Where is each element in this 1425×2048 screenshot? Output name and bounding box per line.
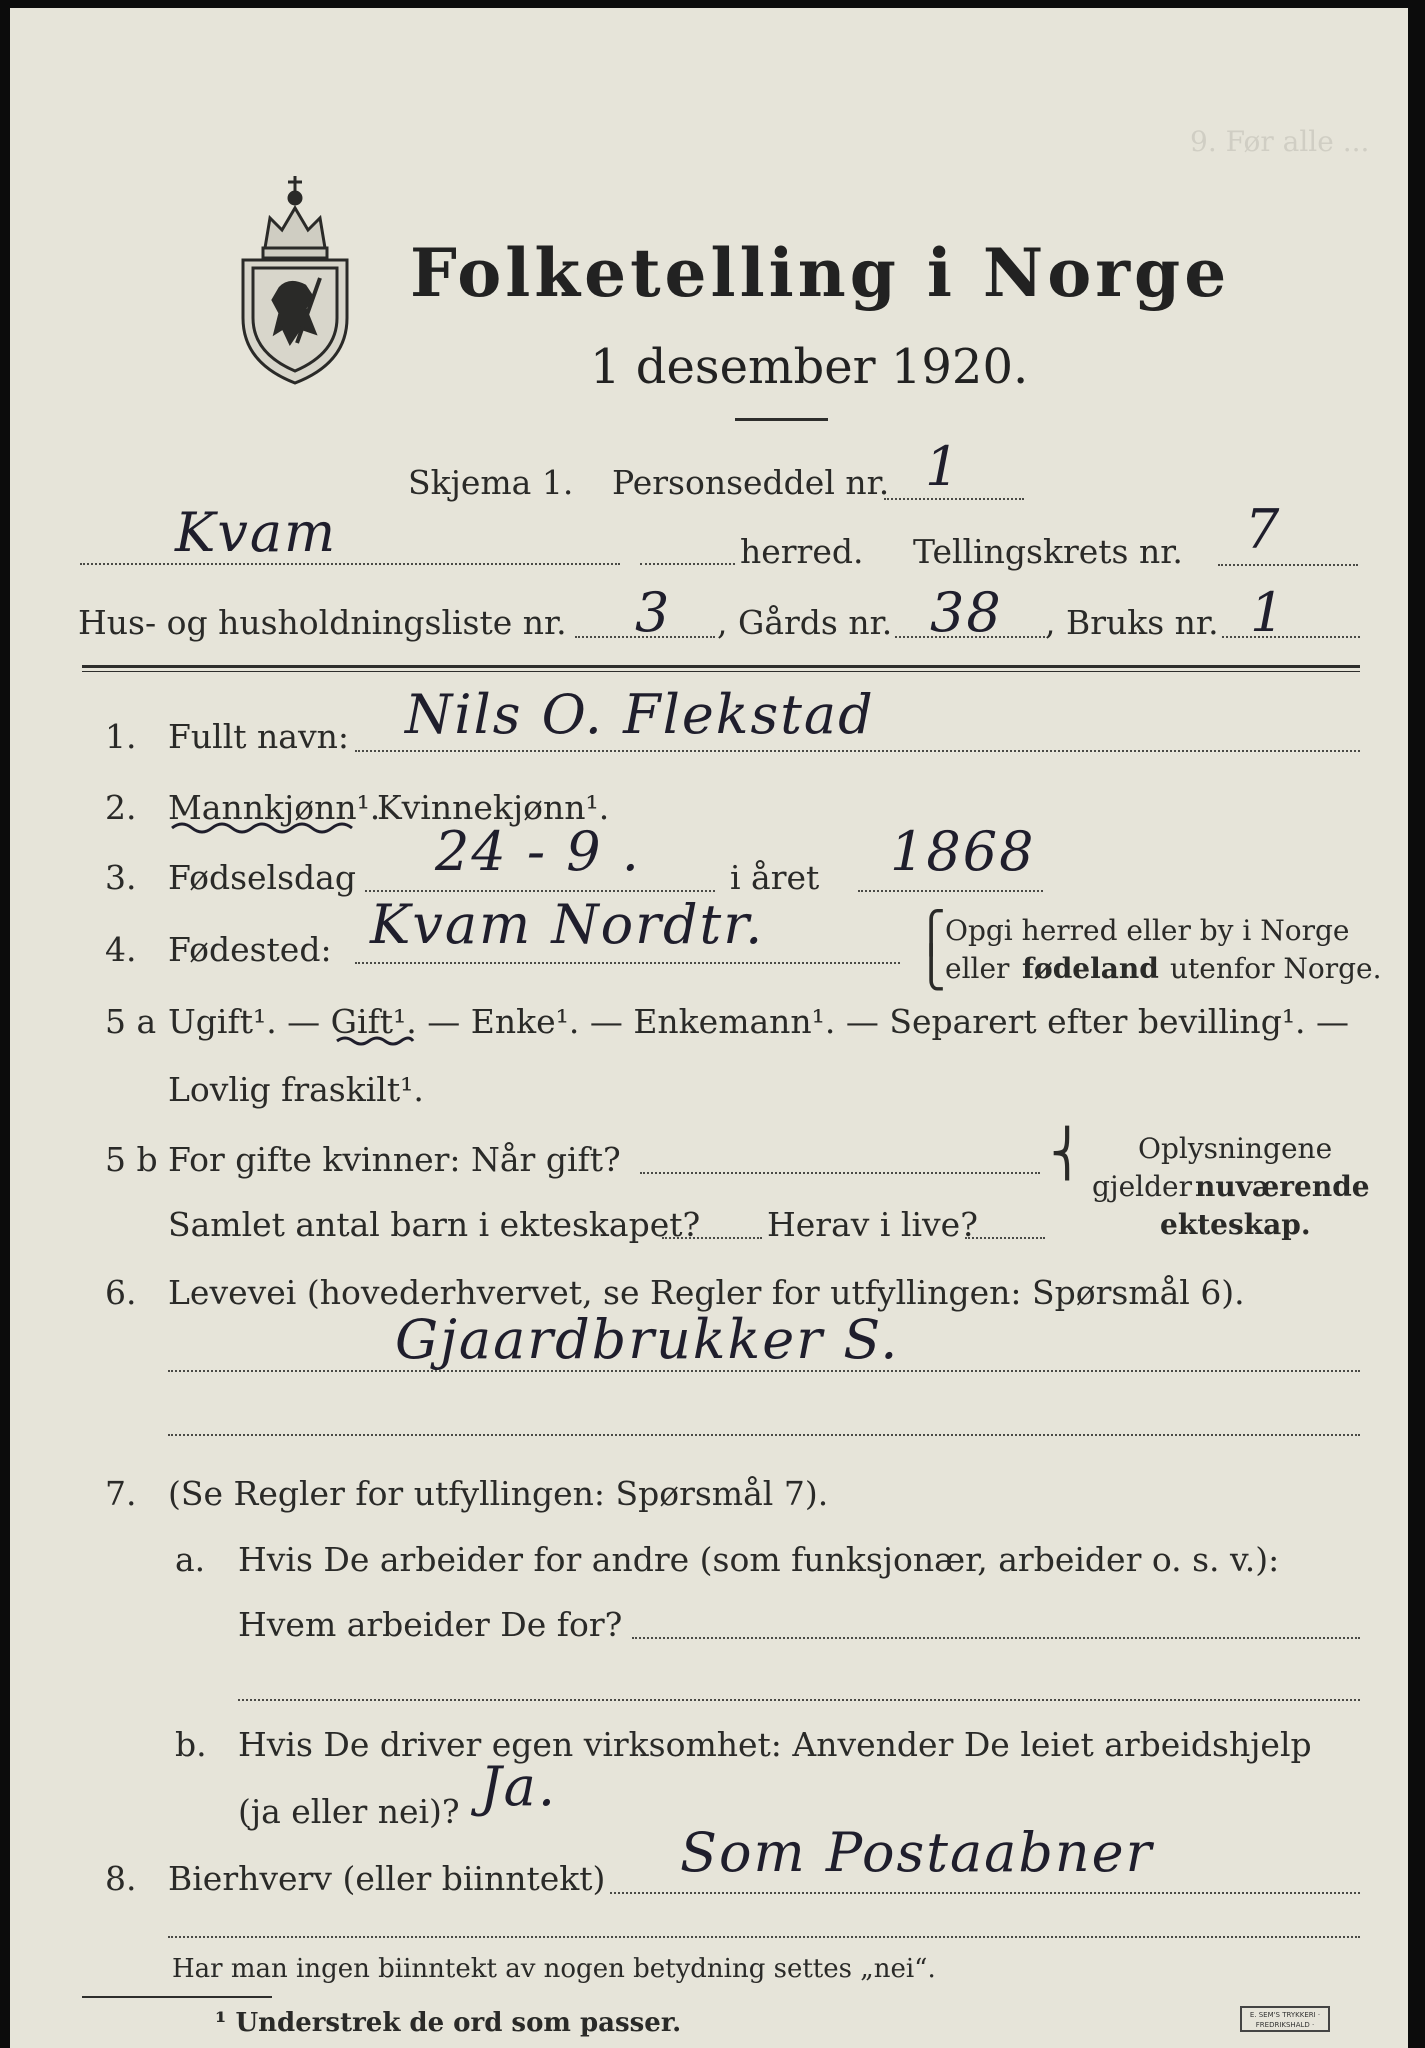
q5a-options-line2: Lovlig fraskilt¹. — [168, 1070, 424, 1109]
personseddel-label: Personseddel nr. — [612, 463, 890, 502]
footnote-rule — [82, 1996, 272, 1998]
q6-number: 6. — [105, 1273, 137, 1312]
q6-label: Levevei (hovederhvervet, se Regler for utfyllingen: Spørsmål 6). — [168, 1273, 1245, 1312]
herred-value[interactable]: Kvam — [175, 501, 338, 564]
q8-field-line — [610, 1892, 1360, 1894]
q8-value[interactable]: Som Postaabner — [680, 1821, 1154, 1884]
q5a-gift-underline-mark — [335, 1035, 415, 1047]
q2-label-female: Kvinnekjønn¹. — [377, 788, 610, 827]
q5b-alive-field-line — [965, 1237, 1045, 1239]
q4-note-line1: Opgi herred eller by i Norge — [945, 914, 1350, 947]
gards-label: , Gårds nr. — [717, 603, 893, 642]
q5b-note-brace: ⎨ — [1050, 1126, 1085, 1180]
printer-stamp: E. SEM'S TRYKKERI · FREDRIKSHALD · — [1240, 2006, 1330, 2032]
personseddel-value[interactable]: 1 — [925, 435, 962, 498]
q5b-alive-label: Herav i live? — [767, 1205, 978, 1244]
q7a-letter: a. — [175, 1540, 206, 1579]
q8-label: Bierhverv (eller biinntekt) — [168, 1859, 606, 1898]
q5b-label: For gifte kvinner: Når gift? — [168, 1140, 621, 1179]
q3-year-field-line — [858, 890, 1043, 892]
q2-number: 2. — [105, 788, 137, 827]
q8-number: 8. — [105, 1859, 137, 1898]
q3-field-line — [365, 890, 715, 892]
herred-label: herred. — [740, 532, 864, 571]
q7a-label: Hvis De arbeider for andre (som funksjonær, arbeider o. s. v.): — [238, 1540, 1280, 1579]
herred-field-line-2 — [640, 563, 735, 565]
footnote: Har man ingen biinntekt av nogen betydning settes „nei“. — [172, 1954, 936, 1984]
q5b-number: 5 b — [105, 1140, 158, 1179]
q4-number: 4. — [105, 930, 137, 969]
q7a-field-line-2 — [238, 1699, 1360, 1701]
schema-label: Skjema 1. — [408, 463, 574, 502]
q3-year-label: i året — [730, 858, 820, 897]
q6-field-line-2 — [168, 1434, 1360, 1436]
q1-number: 1. — [105, 717, 137, 756]
header-rule — [82, 665, 1360, 668]
q4-note-line2c: utenfor Norge. — [1170, 952, 1382, 985]
q4-value[interactable]: Kvam Nordtr. — [370, 893, 765, 956]
tellingskrets-field-line — [1218, 564, 1358, 566]
tellingskrets-value[interactable]: 7 — [1245, 498, 1282, 561]
q5a-options: Ugift¹. — Gift¹. — Enke¹. — Enkemann¹. — Separert efter bevilling¹. — — [168, 1002, 1350, 1041]
bottom-cut-footnote: ¹ Understrek de ord som passer. — [215, 2008, 682, 2038]
q2-male-underline-mark — [170, 820, 370, 834]
q6-value[interactable]: Gjaardbrukker S. — [395, 1308, 900, 1371]
q7b-value[interactable]: Ja. — [480, 1755, 558, 1818]
bruks-field-line — [1222, 636, 1360, 638]
q4-label: Fødested: — [168, 930, 332, 969]
q5b-children-label: Samlet antal barn i ekteskapet? — [168, 1205, 701, 1244]
hus-label: Hus- og husholdningsliste nr. — [78, 603, 567, 642]
herred-field-line — [80, 563, 620, 565]
q1-value[interactable]: Nils O. Flekstad — [405, 683, 875, 746]
hus-value[interactable]: 3 — [635, 581, 672, 644]
q7a-label-line2: Hvem arbeider De for? — [238, 1605, 623, 1644]
census-form-page — [10, 8, 1408, 2048]
q4-field-line — [355, 962, 900, 964]
q7a-field-line — [632, 1637, 1360, 1639]
q3-year-value[interactable]: 1868 — [890, 820, 1036, 883]
q5b-note-line3: ekteskap. — [1160, 1208, 1311, 1241]
q8-field-line-2 — [168, 1936, 1360, 1938]
q3-value[interactable]: 24 - 9 . — [435, 820, 641, 883]
q5b-note-line2a: gjelder — [1092, 1170, 1193, 1203]
q3-label: Fødselsdag — [168, 858, 356, 897]
q5a-number: 5 a — [105, 1002, 157, 1041]
q4-note-line2b: fødeland — [1022, 952, 1159, 985]
q4-note-brace: ⎧ — [916, 910, 946, 956]
q1-label: Fullt navn: — [168, 717, 349, 756]
q4-note-brace-lower: ⎩ — [916, 945, 946, 991]
q5b-note-line1: Oplysningene — [1138, 1132, 1333, 1165]
q3-number: 3. — [105, 858, 137, 897]
header-rule-thin — [82, 671, 1360, 672]
title-divider — [735, 418, 828, 421]
q5b-children-field-line — [662, 1237, 762, 1239]
q7-label: (Se Regler for utfyllingen: Spørsmål 7). — [168, 1474, 829, 1513]
gards-value[interactable]: 38 — [930, 581, 1003, 644]
norwegian-coat-of-arms-icon — [235, 168, 355, 388]
q7-number: 7. — [105, 1474, 137, 1513]
q5b-note-line2b: nuværende — [1195, 1170, 1370, 1203]
q7b-letter: b. — [175, 1725, 207, 1764]
tellingskrets-label: Tellingskrets nr. — [913, 532, 1183, 571]
q4-note-line2a: eller — [945, 952, 1010, 985]
bruks-label: , Bruks nr. — [1045, 603, 1219, 642]
form-title: Folketelling i Norge — [410, 234, 1231, 312]
bruks-value[interactable]: 1 — [1250, 581, 1287, 644]
census-date: 1 desember 1920. — [590, 339, 1029, 395]
q2-label-male: Mannkjønn¹. — [168, 788, 381, 827]
personseddel-field-line — [884, 498, 1024, 500]
bleed-through-text: 9. Før alle ... — [1190, 125, 1370, 158]
q1-field-line — [355, 750, 1360, 752]
q7b-label-line2: (ja eller nei)? — [238, 1792, 460, 1831]
q5b-married-field-line — [640, 1172, 1040, 1174]
q7b-label: Hvis De driver egen virksomhet: Anvender De leiet arbeidshjelp — [238, 1725, 1312, 1764]
